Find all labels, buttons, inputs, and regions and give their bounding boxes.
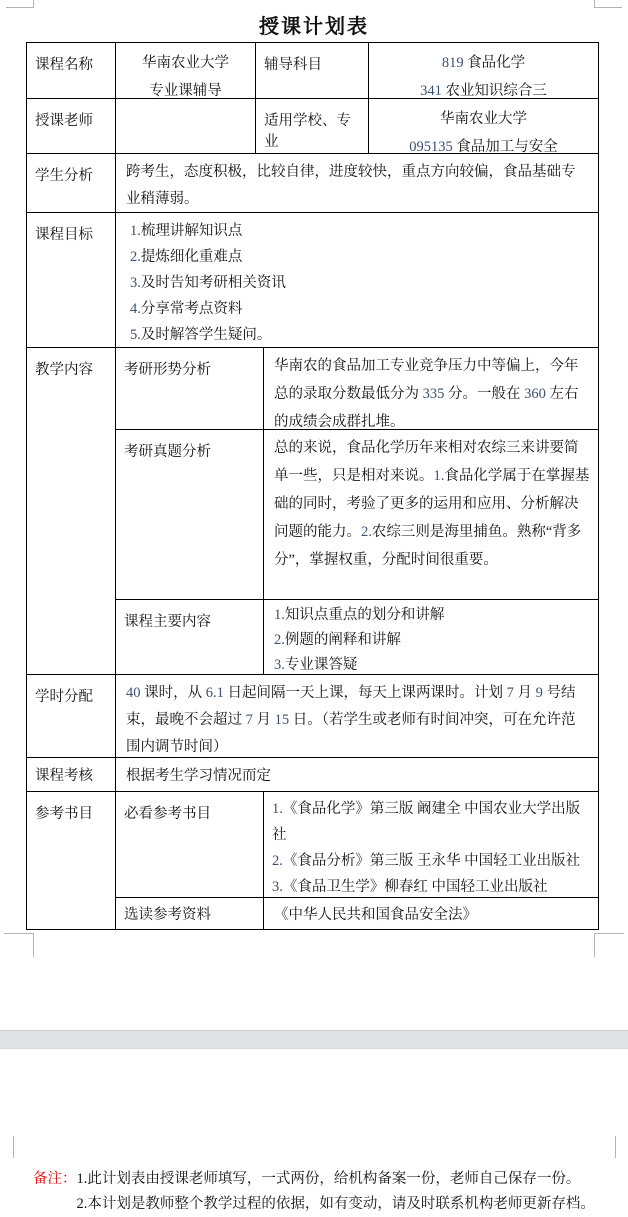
course-goal-item: 4.分享常考点资料 <box>130 301 243 317</box>
exam-situation-label: 考研形势分析 <box>116 348 264 430</box>
subrow-past-papers <box>116 430 599 600</box>
references-label: 参考书目 <box>27 792 116 930</box>
target-school-line1: 华南农业大学 <box>440 111 527 127</box>
subrow-required-books <box>116 792 599 898</box>
teacher-name-value <box>116 99 256 154</box>
teaching-plan-table <box>26 42 599 930</box>
exam-situation-text: 华南农的食品加工专业竞争压力中等偏上，今年总的录取分数最低分为 335 分。一般在 360 左右的成绩会成群扎堆。 <box>264 348 599 430</box>
page1-top-right-margin-mark <box>594 7 622 8</box>
teacher-label: 授课老师 <box>27 99 116 154</box>
required-books-list <box>264 792 599 898</box>
page1-bottom-left-margin-mark-v <box>33 933 34 957</box>
student-analysis-value: 跨考生，态度积极，比较自律，进度较快，重点方向较偏，食品基础专业稍薄弱。 <box>116 154 599 213</box>
subrow-exam-situation <box>116 348 599 430</box>
course-name-value <box>116 43 256 99</box>
course-main-content-item: 3.专业课答疑 <box>274 657 358 673</box>
course-goal-item: 5.及时解答学生疑问。 <box>130 327 272 343</box>
assessment-value: 根据考生学习情况而定 <box>116 758 599 792</box>
page1-top-left-margin-mark-v <box>33 0 34 8</box>
table-row-hours-allocation <box>27 675 599 758</box>
page1-top-left-margin-mark <box>6 7 34 8</box>
page-break-separator <box>0 1030 628 1049</box>
past-papers-line3: 2.农综三则是海里捕鱼。熟称“背多分”，掌握权重，分配时间很重要。 <box>274 524 582 568</box>
page2-top-left-margin-mark <box>13 1136 14 1158</box>
remarks-line2: 2.本计划是教师整个教学过程的依据，如有变动，请及时联系机构老师更新存档。 <box>76 1196 595 1212</box>
tutoring-subject-line1: 819 食品化学 <box>441 55 526 71</box>
course-name-line2: 专业课辅导 <box>149 83 222 99</box>
page2-top-right-margin-mark <box>615 1136 616 1158</box>
page1-bottom-right-margin-mark <box>594 933 624 934</box>
target-school-label: 适用学校、专业 <box>256 99 369 154</box>
course-main-content-list <box>264 600 599 675</box>
document-title: 授课计划表 <box>259 16 369 38</box>
teaching-content-label: 教学内容 <box>27 348 116 675</box>
required-book-item: 2.《食品分析》第三版 王永华 中国轻工业出版社 <box>272 853 581 869</box>
subrow-optional-reading <box>116 898 599 930</box>
table-row-teacher <box>27 99 599 154</box>
required-books-label: 必看参考书目 <box>116 792 264 898</box>
assessment-label: 课程考核 <box>27 758 116 792</box>
optional-reading-text: 《中华人民共和国食品安全法》 <box>264 898 599 930</box>
past-papers-label: 考研真题分析 <box>116 430 264 600</box>
course-goal-item: 3.及时告知考研相关资讯 <box>130 275 286 291</box>
student-analysis-label: 学生分析 <box>27 154 116 213</box>
course-main-content-item: 2.例题的阐释和讲解 <box>274 632 401 648</box>
tutoring-subject-value <box>369 43 599 99</box>
target-school-value <box>369 99 599 154</box>
course-goal-item: 2.提炼细化重难点 <box>130 249 243 265</box>
tutoring-subject-line2: 341 农业知识综合三 <box>420 83 547 99</box>
table-row-assessment <box>27 758 599 792</box>
page1-bottom-left-margin-mark <box>4 933 34 934</box>
hours-allocation-label: 学时分配 <box>27 675 116 758</box>
table-row-teaching-content <box>27 348 599 675</box>
course-main-content-label: 课程主要内容 <box>116 600 264 675</box>
required-book-item: 1.《食品化学》第三版 阚建全 中国农业大学出版社 <box>272 801 581 843</box>
page1-bottom-right-margin-mark-v <box>594 933 595 957</box>
past-papers-text <box>264 430 599 600</box>
past-papers-line1: 总的来说，食品化学历年来相对农综三来讲要简单一些，只是相对来说。 <box>274 440 579 484</box>
page1-top-right-margin-mark-v <box>594 0 595 8</box>
target-school-line2: 095135 食品加工与安全 <box>409 139 558 154</box>
remarks-block <box>33 1167 608 1217</box>
past-papers-line2: 1.食品化学属于在掌握基础的同时，考验了更多的运用和应用、分析解决问题的能力。 <box>274 468 590 540</box>
course-main-content-item: 1.知识点重点的划分和讲解 <box>274 607 445 623</box>
required-book-item: 3.《食品卫生学》柳春红 中国轻工业出版社 <box>272 879 548 895</box>
course-goals-label: 课程目标 <box>27 213 116 348</box>
optional-reading-label: 选读参考资料 <box>116 898 264 930</box>
subrow-course-main-content <box>116 600 599 675</box>
references-subtable <box>116 792 599 930</box>
hours-allocation-value: 40 课时，从 6.1 日起间隔一天上课，每天上课两课时。计划 7 月 9 号结束，最晚不会超过 7 月 15 日。（若学生或老师有时间冲突，可在允许范围内调节时间） <box>116 675 599 758</box>
course-goal-item: 1.梳理讲解知识点 <box>130 223 243 239</box>
course-name-label: 课程名称 <box>27 43 116 99</box>
table-row-student-analysis <box>27 154 599 213</box>
remarks-line1: 1.此计划表由授课老师填写，一式两份，给机构备案一份，老师自己保存一份。 <box>76 1171 581 1187</box>
remarks-body <box>77 1167 609 1217</box>
course-name-line1: 华南农业大学 <box>142 55 229 71</box>
remarks-label: 备注： <box>33 1171 77 1187</box>
table-row-references <box>27 792 599 930</box>
table-row-course-goals <box>27 213 599 348</box>
course-goals-list <box>116 213 599 348</box>
tutoring-subject-label: 辅导科目 <box>256 43 369 99</box>
teaching-content-subtable <box>116 348 599 675</box>
table-row-course-name <box>27 43 599 99</box>
